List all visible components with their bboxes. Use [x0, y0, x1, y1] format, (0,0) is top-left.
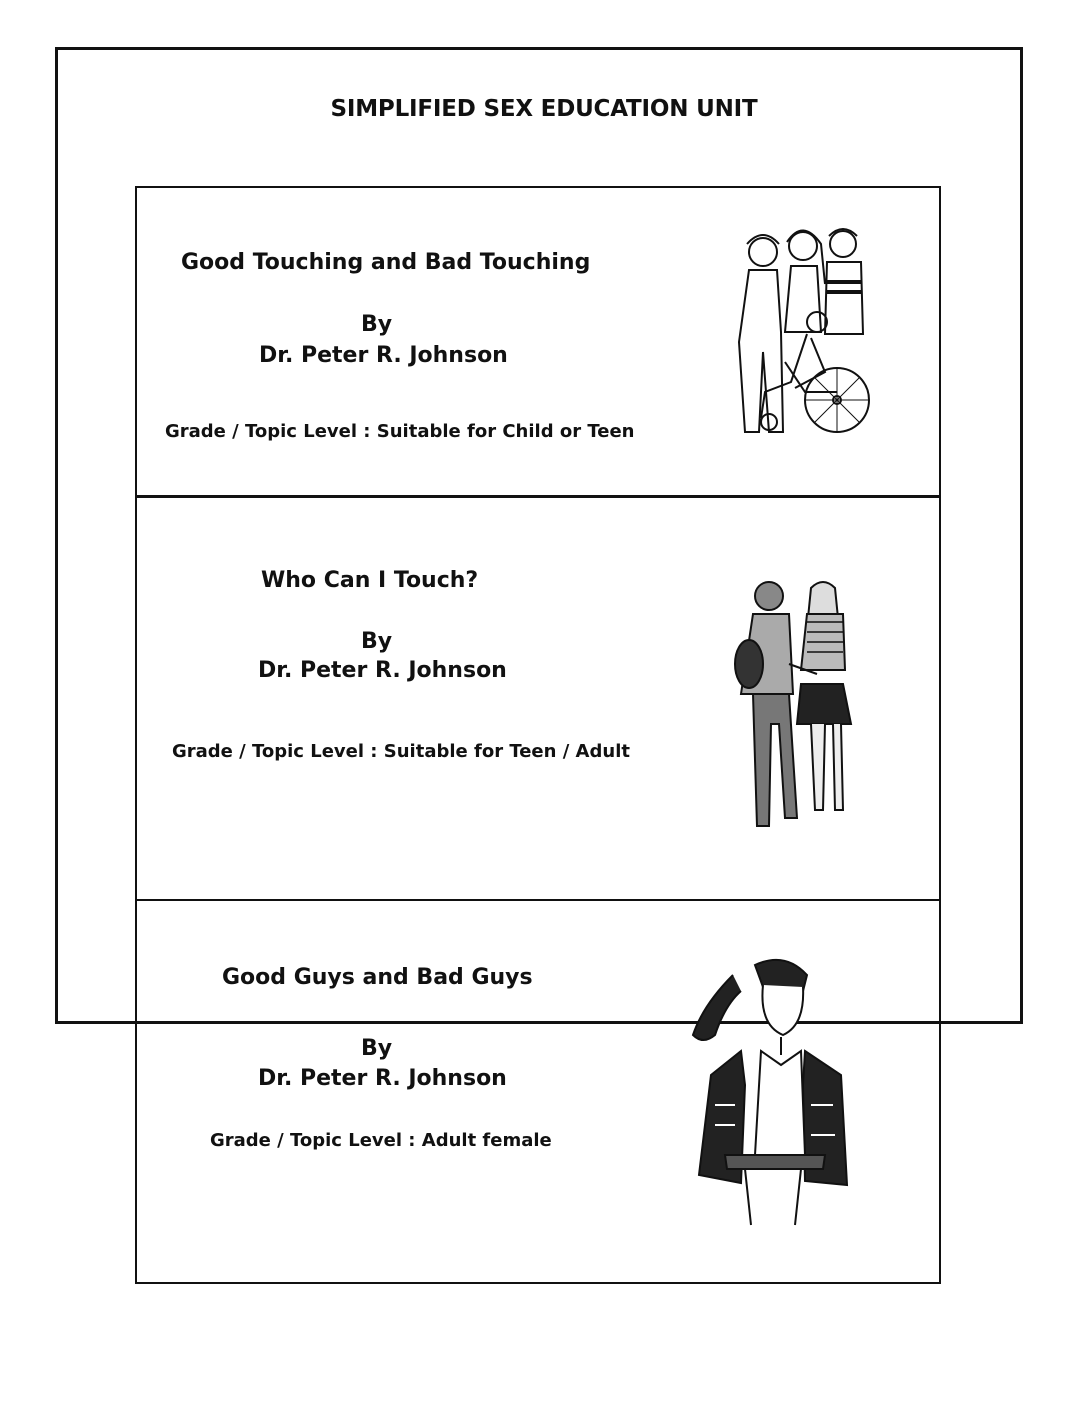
card-author: Dr. Peter R. Johnson: [259, 343, 508, 368]
lesson-card-who-can-i-touch: [137, 498, 939, 901]
couple-walking-illustration: [727, 574, 867, 840]
card-author: Dr. Peter R. Johnson: [258, 1066, 507, 1091]
lesson-card-good-guys: [137, 901, 939, 1284]
card-level: Grade / Topic Level : Suitable for Teen / Adult: [172, 741, 630, 762]
card-level: Grade / Topic Level : Adult female: [210, 1130, 552, 1151]
card-title: Good Touching and Bad Touching: [181, 250, 591, 275]
group-of-teens-illustration: [725, 222, 875, 446]
document-title: SIMPLIFIED SEX EDUCATION UNIT: [330, 96, 758, 122]
lesson-card-good-touching: [137, 188, 939, 498]
card-author: Dr. Peter R. Johnson: [258, 658, 507, 683]
card-by-label: By: [361, 629, 393, 654]
card-title: Good Guys and Bad Guys: [222, 965, 533, 990]
man-in-leather-jacket-illustration: [685, 955, 855, 1233]
card-title: Who Can I Touch?: [261, 568, 479, 593]
lesson-card-list: [135, 186, 941, 1284]
card-level: Grade / Topic Level : Suitable for Child or Teen: [165, 421, 635, 442]
card-by-label: By: [361, 312, 393, 337]
card-by-label: By: [361, 1036, 393, 1061]
